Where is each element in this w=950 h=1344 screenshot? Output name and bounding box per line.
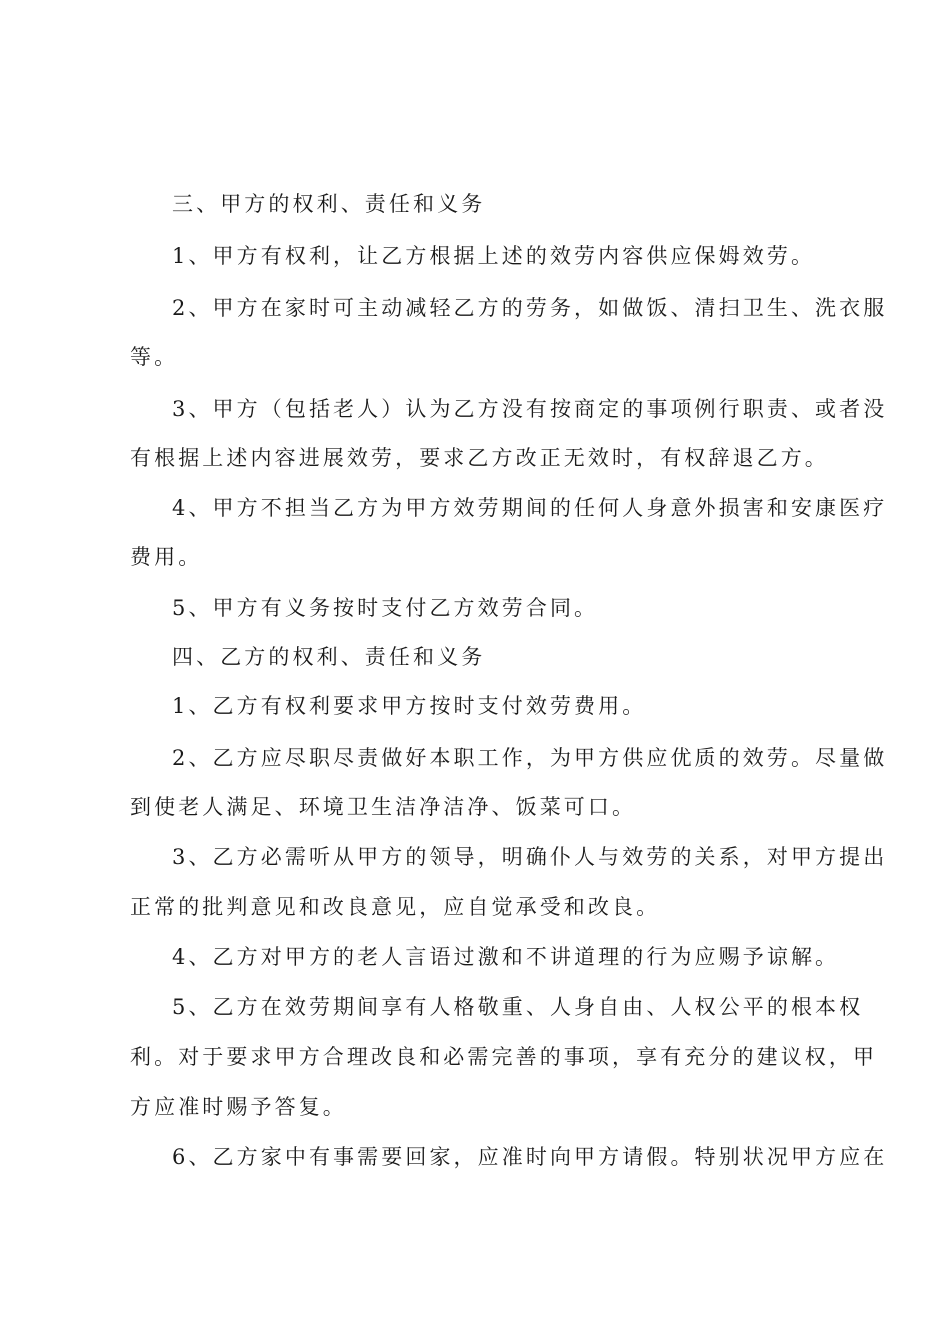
- paragraph-line: 4、乙方对甲方的老人言语过激和不讲道理的行为应赐予谅解。: [172, 945, 840, 969]
- paragraph-line: 方应准时赐予答复。: [130, 1095, 347, 1119]
- paragraph-line: 正常的批判意见和改良意见，应自觉承受和改良。: [130, 895, 661, 919]
- paragraph-line: 5、乙方在效劳期间享有人格敬重、人身自由、人权公平的根本权: [172, 995, 864, 1019]
- paragraph-line: 3、甲方（包括老人）认为乙方没有按商定的事项例行职责、或者没: [172, 397, 888, 421]
- section-heading-party-b: 四、乙方的权利、责任和义务: [172, 645, 486, 669]
- paragraph-line: 3、乙方必需听从甲方的领导，明确仆人与效劳的关系，对甲方提出: [172, 845, 888, 869]
- section-heading-party-a: 三、甲方的权利、责任和义务: [172, 192, 486, 216]
- paragraph-line: 1、乙方有权利要求甲方按时支付效劳费用。: [172, 694, 647, 718]
- paragraph-line: 等。: [130, 345, 179, 369]
- paragraph-line: 有根据上述内容进展效劳，要求乙方改正无效时，有权辞退乙方。: [130, 446, 829, 470]
- paragraph-line: 6、乙方家中有事需要回家，应准时向甲方请假。特别状况甲方应在: [172, 1145, 888, 1169]
- paragraph-line: 费用。: [130, 545, 203, 569]
- paragraph-line: 利。对于要求甲方合理改良和必需完善的事项，享有充分的建议权，甲: [130, 1045, 878, 1069]
- paragraph-line: 4、甲方不担当乙方为甲方效劳期间的任何人身意外损害和安康医疗: [172, 496, 888, 520]
- paragraph-line: 1、甲方有权利，让乙方根据上述的效劳内容供应保姆效劳。: [172, 244, 816, 268]
- paragraph-line: 2、甲方在家时可主动减轻乙方的劳务，如做饭、清扫卫生、洗衣服: [172, 296, 888, 320]
- paragraph-line: 5、甲方有义务按时支付乙方效劳合同。: [172, 596, 599, 620]
- paragraph-line: 到使老人满足、环境卫生洁净洁净、饭菜可口。: [130, 795, 637, 819]
- paragraph-line: 2、乙方应尽职尽责做好本职工作，为甲方供应优质的效劳。尽量做: [172, 746, 888, 770]
